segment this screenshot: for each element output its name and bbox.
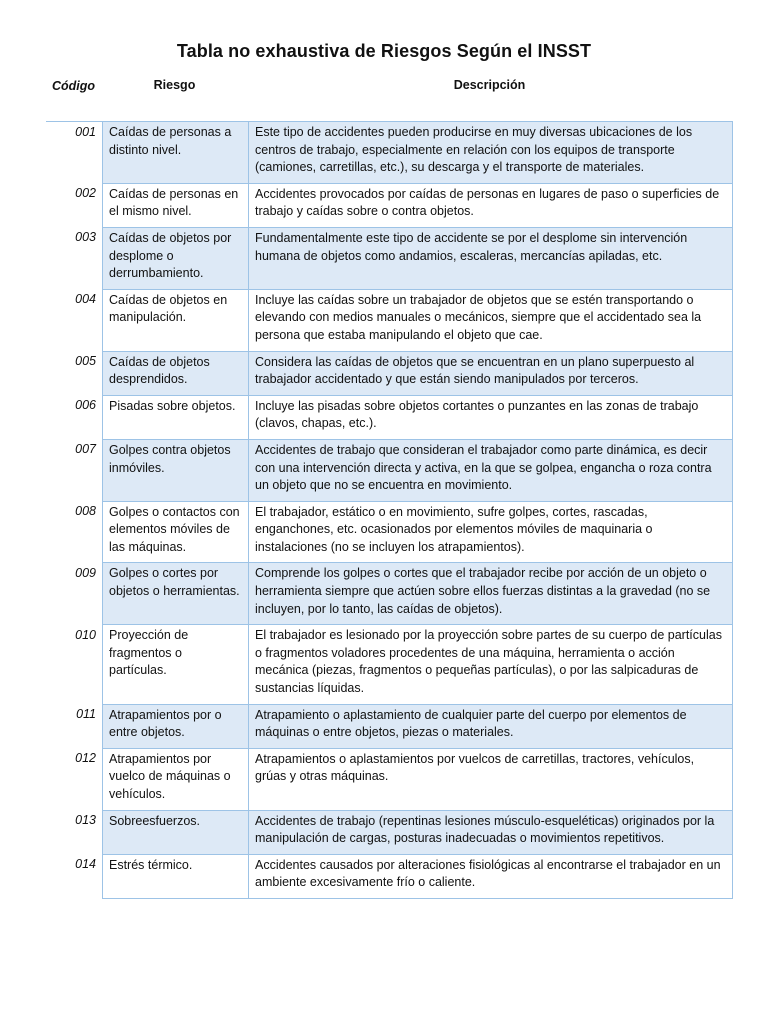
- header-code: Código: [52, 79, 96, 93]
- risk-description: Incluye las caídas sobre un trabajador de objetos que se estén transportando o elevando con medios manuales o mecánicos, siempre que el accidentado sea la persona que estaba manipulando el objeto que cae.: [249, 289, 733, 351]
- table-row: [46, 227, 733, 289]
- table-row: [46, 395, 733, 439]
- risk-description: Accidentes de trabajo (repentinas lesiones músculo-esqueléticas) originados por la manipulación de cargas, posturas inadecuadas o movimientos repetitivos.: [249, 810, 733, 854]
- risk-code: 011: [76, 707, 96, 722]
- risk-description: El trabajador es lesionado por la proyección sobre partes de su cuerpo de partículas o fragmentos voladores procedentes de una máquina, herramienta o acción mecánica (piezas, fragmentos o pequeñas partículas), o por las salpicaduras de sustancias líquidas.: [249, 625, 733, 704]
- risk-code: 007: [75, 442, 96, 457]
- risk-name: Atrapamientos por vuelco de máquinas o vehículos.: [103, 748, 249, 810]
- risk-code: 005: [75, 354, 96, 369]
- risk-name: Caídas de objetos desprendidos.: [103, 351, 249, 395]
- table-row: [46, 501, 733, 563]
- risk-description: Atrapamiento o aplastamiento de cualquier parte del cuerpo por elementos de máquinas o entre objetos, piezas o materiales.: [249, 704, 733, 748]
- risk-code: 003: [75, 230, 96, 245]
- risk-name: Sobreesfuerzos.: [103, 810, 249, 854]
- risk-code: 013: [75, 813, 96, 828]
- table-row: [46, 183, 733, 227]
- risk-description: Incluye las pisadas sobre objetos cortantes o punzantes en las zonas de trabajo (clavos, chapas, etc.).: [249, 395, 733, 439]
- risk-name: Caídas de objetos en manipulación.: [103, 289, 249, 351]
- header-description: Descripción: [453, 78, 526, 92]
- page-title: Tabla no exhaustiva de Riesgos Según el INSST: [176, 41, 592, 61]
- table-row: [46, 810, 733, 854]
- table-row: [46, 748, 733, 810]
- risk-description: Comprende los golpes o cortes que el trabajador recibe por acción de un objeto o herramienta siempre que actúen sobre ellos fuerzas distintas a la gravedad (no se incluyen, por lo tanto, las caídas de objetos).: [249, 563, 733, 625]
- risk-code: 001: [75, 124, 96, 139]
- risk-code: 010: [75, 627, 96, 642]
- table-row: [46, 289, 733, 351]
- risk-description: Accidentes provocados por caídas de personas en lugares de paso o superficies de trabajo y caídas sobre o contra objetos.: [249, 183, 733, 227]
- risk-description: Considera las caídas de objetos que se encuentran en un plano superpuesto al trabajador accidentado y que están siendo manipulados por terceros.: [249, 351, 733, 395]
- risk-description: Accidentes causados por alteraciones fisiológicas al encontrarse el trabajador en un ambiente excesivamente frío o caliente.: [249, 854, 733, 898]
- risk-name: Golpes contra objetos inmóviles.: [103, 439, 249, 501]
- table-row: [46, 625, 733, 704]
- table-row: [46, 122, 733, 184]
- table-row: [46, 854, 733, 898]
- risk-description: Atrapamientos o aplastamientos por vuelcos de carretillas, tractores, vehículos, grúas y otras máquinas.: [249, 748, 733, 810]
- risks-table-body: [46, 122, 733, 899]
- risk-name: Caídas de personas en el mismo nivel.: [103, 183, 249, 227]
- risk-name: Caídas de objetos por desplome o derrumbamiento.: [103, 227, 249, 289]
- risk-description: Fundamentalmente este tipo de accidente se por el desplome sin intervención humana de objetos como andamios, escaleras, mercancías apiladas, etc.: [249, 227, 733, 289]
- table-row: [46, 351, 733, 395]
- risk-code: 014: [75, 857, 96, 872]
- risk-code: 002: [75, 186, 96, 201]
- risk-description: Accidentes de trabajo que consideran el trabajador como parte dinámica, es decir con una intervención directa y activa, en la que se golpea, engancha o roza contra un objeto que no se encuentra en movimiento.: [249, 439, 733, 501]
- risk-name: Golpes o contactos con elementos móviles de las máquinas.: [103, 501, 249, 563]
- risk-code: 006: [75, 398, 96, 413]
- risk-code: 012: [75, 751, 96, 766]
- table-row: [46, 563, 733, 625]
- risk-code: 009: [75, 565, 96, 580]
- risk-description: Este tipo de accidentes pueden producirse en muy diversas ubicaciones de los centros de trabajo, especialmente en relación con los equipos de transporte (camiones, carretillas, etc.), su descarga y el transporte de materiales.: [249, 122, 733, 184]
- risk-name: Golpes o cortes por objetos o herramientas.: [103, 563, 249, 625]
- risk-name: Pisadas sobre objetos.: [103, 395, 249, 439]
- risk-name: Estrés térmico.: [103, 854, 249, 898]
- risk-name: Caídas de personas a distinto nivel.: [103, 122, 249, 184]
- table-row: [46, 704, 733, 748]
- risk-code: 008: [75, 504, 96, 519]
- table-row: [46, 439, 733, 501]
- risk-name: Proyección de fragmentos o partículas.: [103, 625, 249, 704]
- risk-name: Atrapamientos por o entre objetos.: [103, 704, 249, 748]
- risk-description: El trabajador, estático o en movimiento, sufre golpes, cortes, rascadas, enganchones, etc. ocasionados por elementos móviles de maquinaria o instalaciones (no se incluyen los atrapamientos).: [249, 501, 733, 563]
- header-risk: Riesgo: [153, 78, 196, 92]
- risks-table: [46, 121, 733, 899]
- risk-code: 004: [75, 292, 96, 307]
